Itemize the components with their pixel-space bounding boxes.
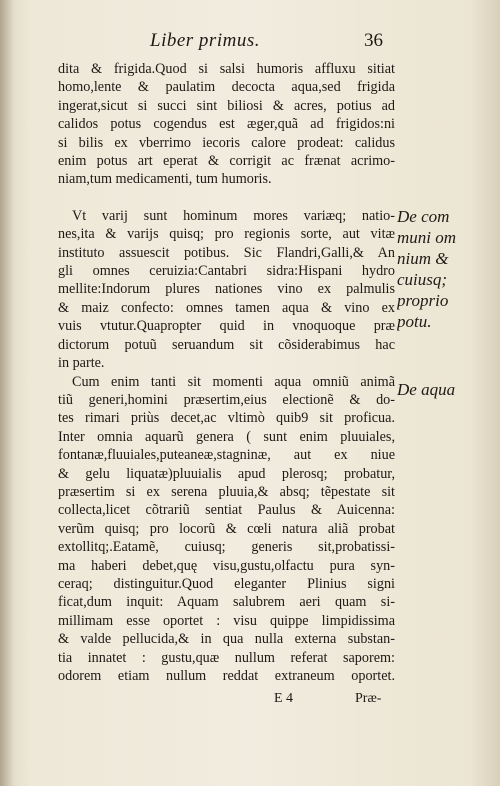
paragraph-3: [58, 373, 395, 686]
text-line: præsertim si ex serena pluuia,& absq; tẽpestate sit: [58, 483, 395, 500]
text-line: enim potus art eperat & corrigit ac frænat acrimo-: [58, 153, 395, 170]
text-line: extollitq;.Eatamẽ, cuiusq; generis sit,probatissi-: [58, 539, 395, 556]
text-line: tiũ generi,homini præsertim,eius electionẽ & do-: [58, 391, 395, 408]
text-line: & maiz confecto: omnes tamen aqua & vino ex: [58, 299, 395, 316]
text-line: ma haberi debet,quę visu,gustu,olfactu pura syn-: [58, 557, 395, 574]
text-line: dictorum potuũ seruandum sit cõsiderabimus hac: [58, 336, 395, 353]
text-line: ficat,dum inquit: Aquam salubrem aeri quam si-: [58, 594, 395, 611]
paragraph-1: [58, 60, 395, 189]
margin-note-line: De aqua: [397, 380, 456, 399]
text-line: ceraq; distinguitur.Quod eleganter Plinius signi: [58, 575, 395, 592]
margin-note-line: muni om: [397, 228, 457, 247]
main-text-block: [58, 60, 395, 685]
margin-note-line: nium &: [397, 249, 449, 268]
text-line: ingerat,sicut si succi sint biliosi & acres, potius ad: [58, 97, 395, 114]
text-line: odorem etiam nullum reddat extraneum oportet.: [58, 668, 395, 684]
text-line: homo,lente & paulatim decocta aqua,sed frigida: [58, 79, 395, 96]
signature-mark: E 4: [274, 691, 294, 706]
margin-note-line: cuiusq;: [397, 270, 448, 289]
text-line: niam,tum medicamenti, tum humoris.: [58, 171, 272, 188]
margin-note-common-drink: [397, 206, 497, 332]
text-line: gli omnes ceruizia:Cantabri sidra:Hispani hydro: [58, 263, 395, 280]
text-line: verũm quisq; pro locorũ & cœli natura aliã probat: [58, 520, 395, 537]
text-line: Vt varij sunt hominum mores variæq; natio-: [72, 207, 395, 224]
gutter-shadow: [0, 0, 14, 786]
margin-note-line: proprio: [397, 291, 449, 310]
text-line: & gelu liquatæ)pluuialis apud plerosq; probatur,: [58, 465, 395, 482]
text-line: mellite:Indorum plures nationes vino ex palmulis: [58, 281, 395, 298]
text-line: collecta,licet cõtrariũ sentiat Paulus & Auicenna:: [58, 502, 395, 519]
text-line: tia innatet : gustu,quæ nullum referat saporem:: [58, 649, 395, 666]
text-line: instituto assuescit potibus. Sic Flandri,Galli,& An: [58, 244, 395, 261]
text-line: calidos potus cogendus est æger,quã ad frigidos:ni: [58, 116, 395, 133]
text-line: Cum enim tanti sit momenti aqua omniũ animã: [72, 373, 395, 390]
text-line: fontanæ,fluuiales,puteaneæ,stagninæ, aut ex niue: [58, 447, 395, 464]
text-line: vuis vtutur.Quapropter quid in vnoquoque præ: [58, 318, 395, 335]
folio-number: 36: [364, 30, 383, 51]
text-line: & valde pellucida,& in qua nulla externa substan-: [58, 631, 395, 648]
margin-note-de-aqua: [397, 379, 497, 400]
text-line: millimam esse oportet : visu quippe limpidissima: [58, 612, 395, 629]
page-footer: [0, 691, 500, 711]
margin-note-line: De com: [397, 207, 450, 226]
text-line: dita & frigida.Quod si salsi humoris affluxu sitiat: [58, 61, 395, 77]
text-line: nes,ita & varijs quisq; pro regionis sorte, aut vitæ: [58, 226, 395, 243]
text-line: in parte.: [58, 355, 105, 372]
running-head: Liber primus.: [150, 30, 260, 51]
catchword: Præ-: [355, 691, 382, 706]
text-line: tes rimari priùs decet,ac vltimò quib9 sit proficua.: [58, 410, 395, 427]
margin-note-line: potu.: [397, 312, 432, 331]
text-line: Inter omnia aquarũ genera ( sunt enim pluuiales,: [58, 428, 395, 445]
text-line: si bilis ex vberrimo iecoris calore prodeat: calidus: [58, 134, 395, 151]
paragraph-2: [58, 207, 395, 373]
